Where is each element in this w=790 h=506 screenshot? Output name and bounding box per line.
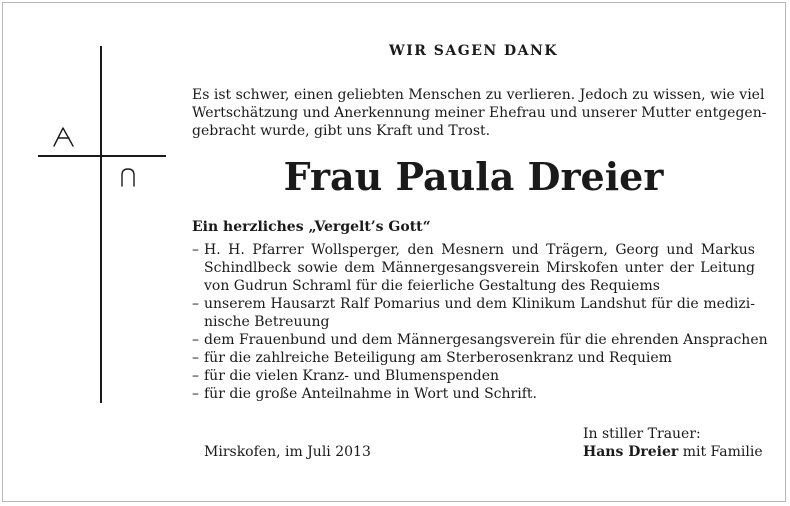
intro-line: gebracht wurde, gibt uns Kraft und Trost. bbox=[192, 123, 491, 139]
thanks-line: Schindlbeck sowie dem Männergesangsverein Mirskofen unter der Leitung bbox=[204, 260, 755, 276]
thanks-line: für die vielen Kranz- und Blumenspenden bbox=[204, 368, 500, 384]
mourner-line bbox=[583, 443, 763, 461]
dash-bullet: – bbox=[192, 332, 199, 348]
dash-bullet: – bbox=[192, 242, 199, 258]
thanks-line: für die große Anteilnahme in Wort und Schrift. bbox=[204, 386, 537, 402]
thanks-list bbox=[192, 241, 768, 403]
thanks-item bbox=[192, 367, 755, 385]
thanks-item bbox=[192, 349, 755, 367]
deceased-name: Frau Paula Dreier bbox=[283, 154, 664, 199]
omega-icon bbox=[118, 166, 138, 188]
dash-bullet: – bbox=[192, 368, 199, 384]
mourners-block bbox=[583, 425, 763, 461]
thanks-line: dem Frauenbund und dem Männergesangsverein für die ehrenden Ansprachen bbox=[204, 332, 768, 348]
mourning-label: In stiller Trauer: bbox=[583, 426, 701, 442]
thanks-item bbox=[192, 241, 755, 295]
thanks-line: von Gudrun Schraml für die feierliche Gestaltung des Requiems bbox=[204, 278, 660, 294]
thanks-line: H. H. Pfarrer Wollsperger, den Mesnern und Trägern, Georg und Markus bbox=[204, 242, 755, 258]
mourner-name: Hans Dreier bbox=[583, 444, 679, 460]
thanks-item bbox=[192, 295, 755, 331]
place-date: Mirskofen, im Juli 2013 bbox=[204, 444, 371, 460]
intro-line: Wertschätzung und Anerkennung meiner Ehefrau und unserer Mutter entgegen- bbox=[192, 105, 767, 121]
thanks-item bbox=[192, 385, 755, 403]
notice-heading: WIR SAGEN DANK bbox=[388, 43, 559, 59]
cross-horizontal-bar bbox=[38, 155, 166, 157]
intro-line: Es ist schwer, einen geliebten Menschen zu verlieren. Jedoch zu wissen, wie viel bbox=[192, 87, 765, 103]
thanks-title: Ein herzliches „Vergelt’s Gott“ bbox=[192, 219, 431, 235]
thanks-line: nische Betreuung bbox=[204, 314, 330, 330]
thanks-line: für die zahlreiche Beteiligung am Sterberosenkranz und Requiem bbox=[204, 350, 672, 366]
dash-bullet: – bbox=[192, 296, 199, 312]
dash-bullet: – bbox=[192, 386, 199, 402]
dash-bullet: – bbox=[192, 350, 199, 366]
cross-vertical-bar bbox=[100, 46, 102, 403]
intro-text bbox=[192, 86, 767, 140]
thanks-item bbox=[192, 331, 768, 349]
alpha-icon bbox=[52, 126, 76, 148]
mourner-suffix: mit Familie bbox=[678, 444, 763, 460]
thanks-line: unserem Hausarzt Ralf Pomarius und dem Klinikum Landshut für die medizi- bbox=[204, 296, 755, 312]
